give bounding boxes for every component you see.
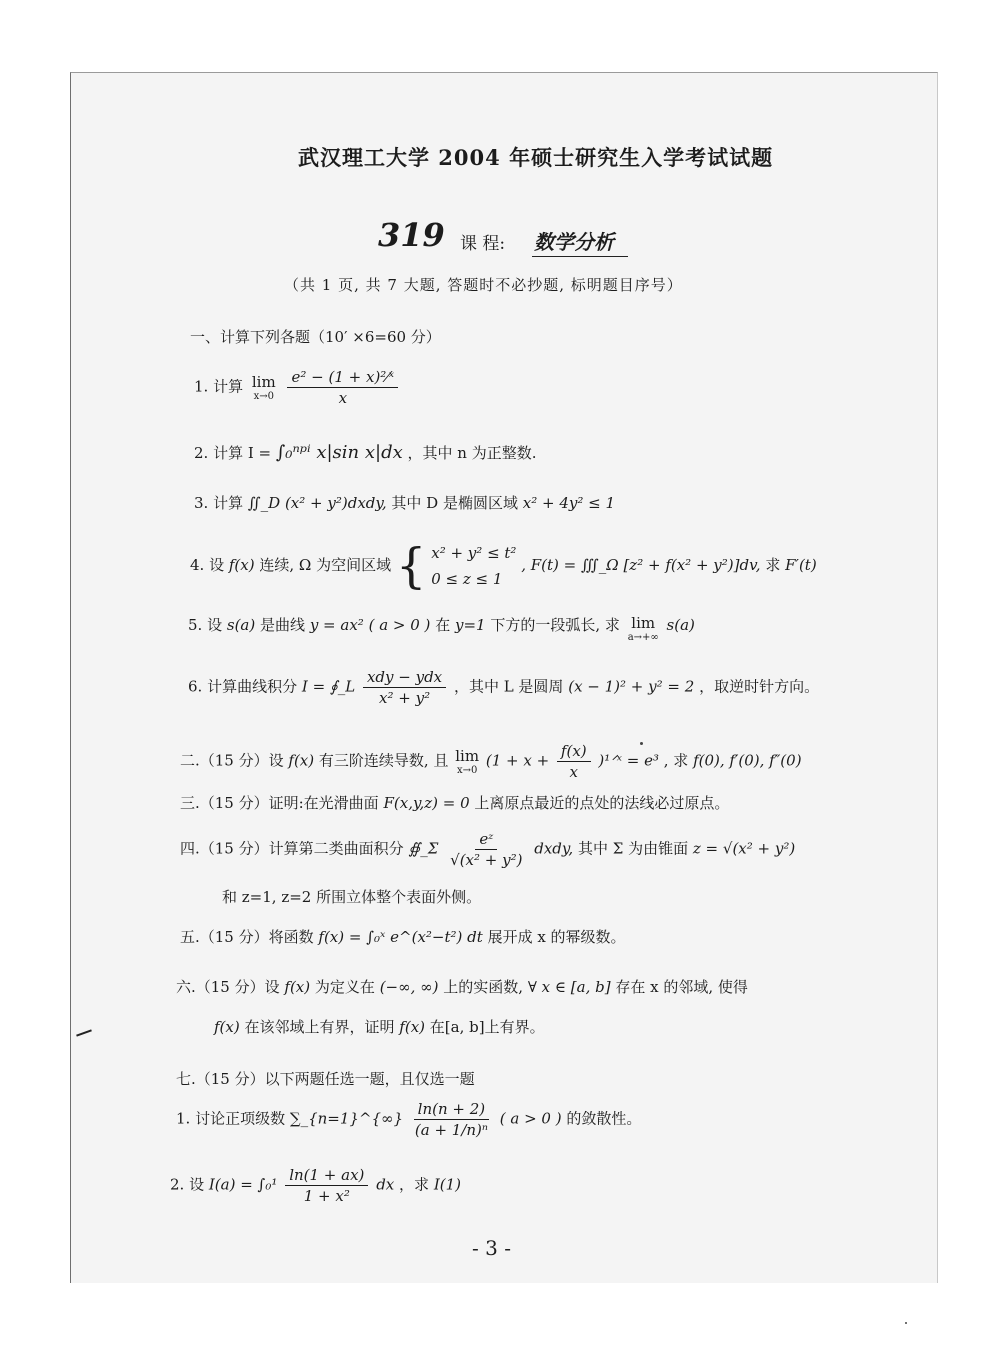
double-integral-expr: ∬_D (x² + y²)dxdy, [247, 494, 387, 512]
section-5: 五.（15 分）将函数 f(x) = ∫₀ˣ e^(x²−t²) dt 展开成 x 的幂级数。 [180, 928, 626, 946]
course-label: 课 程: [460, 234, 506, 254]
section-6-line-2: f(x) 在该邻域上有界，证明 f(x) 在[a, b]上有界。 [214, 1018, 545, 1036]
left-brace: { [395, 538, 427, 594]
section-7-question-1: 1. 讨论正项级数 ∑_{n=1}^{∞} $\frac{\ln(n + 2)}{\text{(a + 1/n)ⁿ}}$ ( a > 0 ) 的敛散性。 [176, 1100, 642, 1139]
limit-operator: lim a→+∞ [627, 614, 659, 643]
exam-title: 武汉理工大学 2004 年硕士研究生入学考试试题 [298, 145, 774, 170]
section-2: 二.（15 分）设 f(x) 有三阶连续导数, 且 lim x→0 (1 + x + $\frac{f(x)}{x}$ )¹ᐟˣ = e³ , 求 f(0), f′(0), f″(0) [180, 742, 802, 781]
section-4: 四.（15 分）计算第二类曲面积分 ∯_Σ $\frac{\text{eᶻ}}{\text{√(x² + y²)}}$ dxdy, 其中 Σ 为由锥面 z = √(x² + y²) [180, 830, 796, 869]
section-4-line-2: 和 z=1, z=2 所围立体整个表面外侧。 [222, 888, 482, 906]
integral-expr: ∫₀ⁿᵖⁱ x|sin x|dx [275, 442, 403, 463]
section-7-question-2: 2. 设 I(a) = ∫₀¹ $\frac{\ln(1 + ax)}{\text{1 + x²}}$ dx ，求 I(1) [170, 1166, 462, 1205]
page-number: - 3 - [472, 1236, 511, 1260]
handwritten-code: 319 [378, 216, 445, 254]
question-1-3: 3. 计算 ∬_D (x² + y²)dxdy, 其中 D 是椭圆区域 x² + 4y² ≤ 1 [194, 494, 616, 512]
question-1-5: 5. 设 s(a) 是曲线 y = ax² ( a > 0 ) 在 y=1 下方的一段弧长, 求 lim a→+∞ s(a) [188, 614, 695, 643]
fraction: $\frac{\ln(n + 2)}{\text{(a + 1/n)ⁿ}}$ [414, 1100, 488, 1139]
system-of-inequalities: x² + y² ≤ t² 0 ≤ z ≤ 1 [431, 544, 517, 588]
section-1-heading: 一、计算下列各题（10′ ×6=60 分） [190, 328, 441, 346]
limit-operator: lim x→0 [455, 747, 480, 776]
exam-note: （共 1 页, 共 7 大题, 答题时不必抄题, 标明题目序号） [284, 276, 683, 294]
question-1-6: 6. 计算曲线积分 I = ∮_L $\frac{\text{xdy − ydx}}{\text{x² + y²}}$ ，其中 L 是圆周 (x − 1)² + y² = 2 ，取逆时针方向。 [188, 668, 820, 707]
limit-operator: lim x→0 [251, 373, 276, 402]
section-6: 六.（15 分）设 f(x) 为定义在 (−∞, ∞) 上的实函数, ∀ x ∈ [a, b] 存在 x 的邻域, 使得 [176, 978, 748, 996]
fraction: $\frac{f(x)}{x}$ [557, 742, 591, 781]
question-1-1 [194, 368, 401, 407]
course-name: 数学分析 [532, 226, 628, 257]
ellipse-region: x² + 4y² ≤ 1 [522, 494, 616, 512]
fraction: $\frac{\ln(1 + ax)}{\text{1 + x²}}$ [285, 1166, 368, 1205]
speck [905, 1322, 907, 1324]
fraction: $\frac{\text{e² − (1 + x)²⁄ˣ}}{x}$ [287, 368, 398, 407]
section-7-heading: 七.（15 分）以下两题任选一题，且仅选一题 [176, 1070, 475, 1088]
question-1-2: 2. 计算 I = ∫₀ⁿᵖⁱ x|sin x|dx ，其中 n 为正整数. [194, 442, 537, 463]
fraction: $\frac{\text{eᶻ}}{\text{√(x² + y²)}}$ [450, 830, 523, 869]
fraction: $\frac{\text{xdy − ydx}}{\text{x² + y²}}$ [363, 668, 446, 707]
q-prefix: 1. 计算 [194, 377, 244, 396]
section-3: 三.（15 分）证明:在光滑曲面 F(x,y,z) = 0 上离原点最近的点处的法线必过原点。 [180, 794, 730, 812]
question-1-4: 4. 设 f(x) 连续, Ω 为空间区域 { x² + y² ≤ t² 0 ≤ z ≤ 1 , F(t) = ∭_Ω [z² + f(x² + y²)]dv, 求 F′(t) [190, 538, 817, 594]
